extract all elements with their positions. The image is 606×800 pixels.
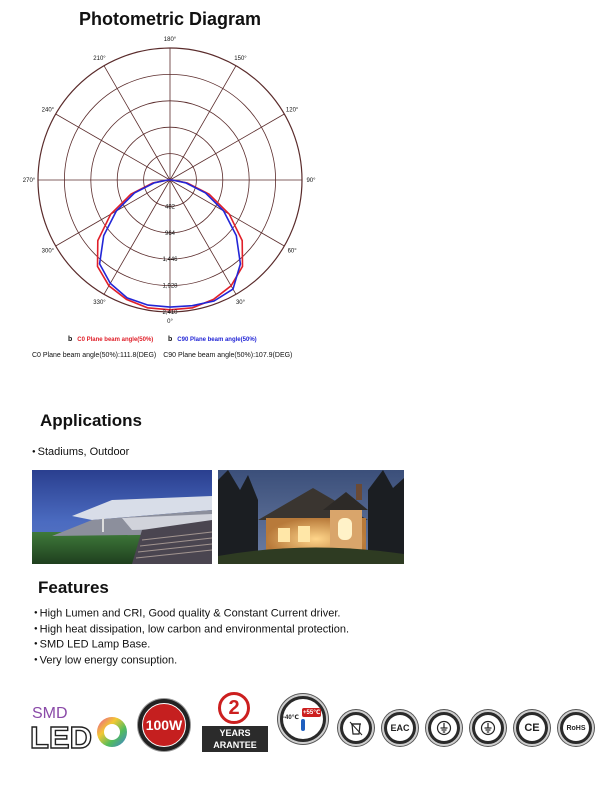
- feature-item: ● High Lumen and CRI, Good quality & Constant Current driver.: [34, 606, 349, 622]
- angle-label: 240°: [41, 107, 55, 114]
- applications-title: Applications: [40, 411, 143, 430]
- angle-label: 30°: [235, 300, 246, 307]
- angle-label: 180°: [163, 37, 177, 43]
- eac-text: EAC: [387, 715, 413, 741]
- recycle-bin-icon: [348, 720, 364, 736]
- warranty-number: 2: [228, 696, 240, 719]
- ce-text: CE: [519, 715, 545, 741]
- photometric-polar-chart: [0, 36, 340, 326]
- feature-item: ● SMD LED Lamp Base.: [34, 637, 349, 653]
- warranty-line2: ARANTEE: [213, 740, 257, 750]
- thermometer-icon: [301, 719, 305, 731]
- beam-angle-info: [32, 352, 292, 359]
- smd-text: SMD: [32, 705, 68, 722]
- angle-label: 120°: [285, 107, 299, 114]
- warranty-line1: YEARS: [219, 728, 251, 738]
- angle-label: 60°: [287, 248, 297, 255]
- application-item: ● Stadiums, Outdoor: [32, 446, 129, 458]
- temperature-badge: [278, 694, 328, 744]
- certification-badges: [0, 684, 606, 754]
- intensity-label: 1,446: [162, 257, 178, 264]
- intensity-label: 482: [164, 204, 176, 211]
- angle-label: 270°: [22, 178, 36, 184]
- angle-label: 330°: [93, 300, 106, 307]
- angle-label: 300°: [41, 248, 55, 255]
- legend-c0-marker: b: [68, 336, 73, 343]
- eac-badge: [382, 710, 418, 746]
- legend-c0: [68, 336, 153, 343]
- house-photo: [218, 470, 404, 564]
- photometric-title: Photometric Diagram: [78, 9, 262, 29]
- power-text: 100W: [145, 717, 183, 733]
- legend-c90-marker: b: [168, 336, 173, 343]
- smd-led-logo: [30, 698, 130, 754]
- feature-item: ● High heat dissipation, low carbon and environmental protection.: [34, 622, 349, 638]
- intensity-label: 2,410: [162, 310, 178, 316]
- grid-spoke: [170, 66, 236, 180]
- feature-item: ● Very low energy consuption.: [34, 653, 349, 669]
- intensity-label: 1,928: [162, 283, 178, 290]
- features-list: [34, 606, 349, 668]
- grid-spoke: [56, 114, 170, 180]
- stadium-photo: [32, 470, 212, 564]
- warranty-badge: [202, 692, 268, 754]
- grid-spoke: [170, 114, 284, 180]
- grid-spoke: [170, 180, 236, 294]
- power-100w-badge: [138, 699, 190, 751]
- intensity-label: 964: [164, 230, 176, 237]
- angle-label: 210°: [93, 55, 106, 62]
- weee-bin-badge: [338, 710, 374, 746]
- rohs-text: RoHS: [563, 715, 589, 741]
- ground-icon: [480, 720, 496, 736]
- features-title: Features: [38, 578, 109, 597]
- grid-spoke: [104, 66, 170, 180]
- temp-high: +55℃: [303, 710, 321, 716]
- angle-label: 150°: [234, 55, 247, 62]
- temp-low: -40℃: [283, 715, 299, 721]
- angle-label: 0°: [167, 319, 173, 325]
- ground-icon: [436, 720, 452, 736]
- legend-c90: [168, 336, 257, 343]
- ground-badge-1: [426, 710, 462, 746]
- beam-angle-c0: C0 Plane beam angle(50%):111.8(DEG): [32, 352, 157, 359]
- rohs-badge: [558, 710, 594, 746]
- ce-badge: [514, 710, 550, 746]
- grid-spoke: [104, 180, 170, 294]
- led-text: LED: [30, 720, 92, 754]
- legend-c90-label: C90 Plane beam angle(50%): [177, 337, 257, 343]
- ground-badge-2: [470, 710, 506, 746]
- angle-label: 90°: [306, 178, 316, 184]
- legend-c0-label: C0 Plane beam angle(50%): [77, 337, 154, 343]
- beam-angle-c90: C90 Plane beam angle(50%):107.9(DEG): [163, 352, 293, 359]
